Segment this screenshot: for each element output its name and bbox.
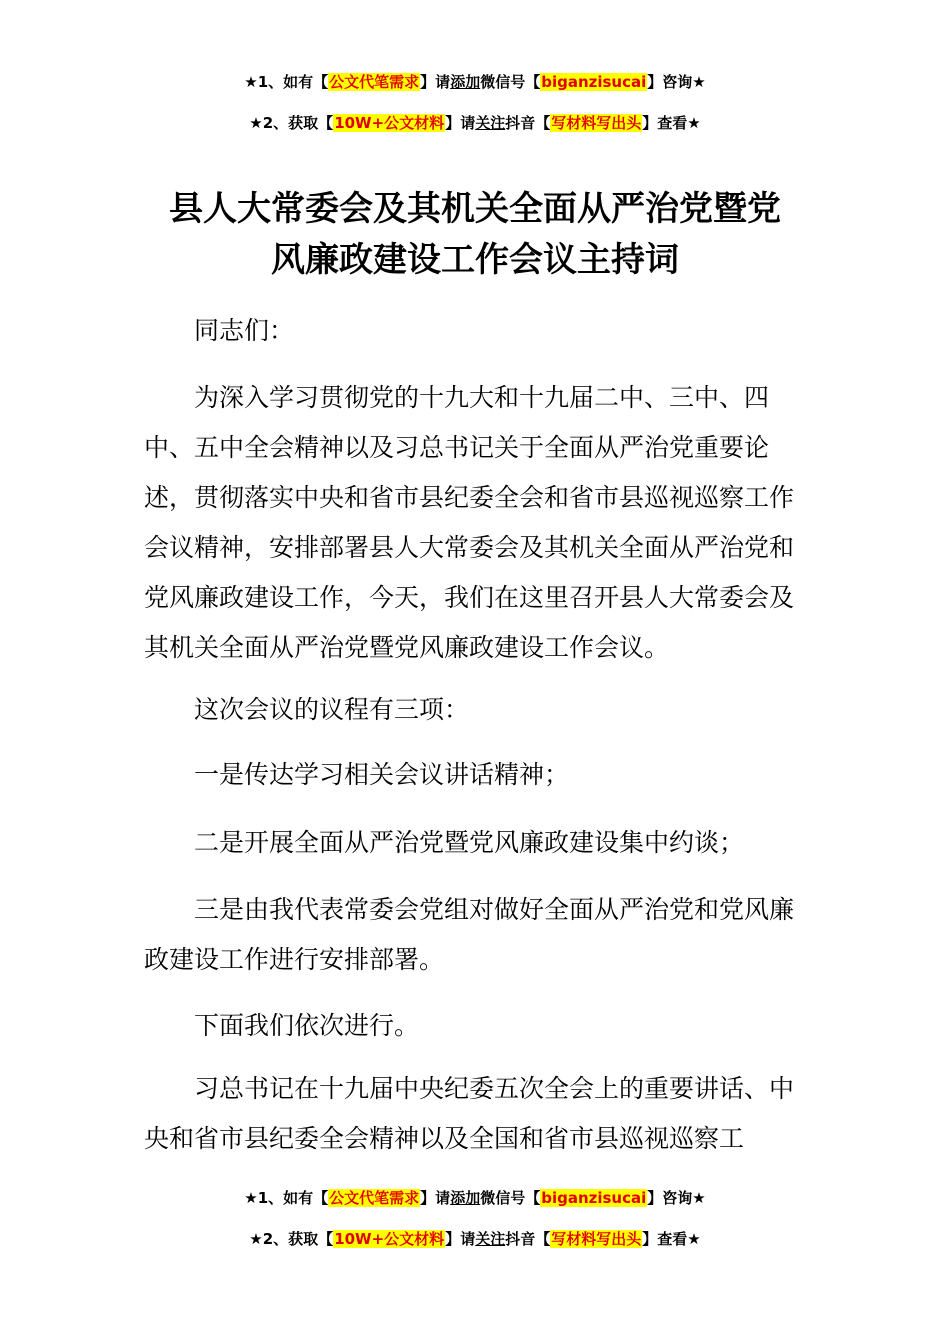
promo-underline: 添加 (450, 73, 481, 91)
body-paragraph: 二是开展全面从严治党暨党风廉政建设集中约谈； (194, 828, 745, 857)
promo-text: 微信号【 (480, 73, 541, 91)
promo-text: ★1、如有【 (244, 1189, 329, 1207)
footer-promo-line-2 (0, 1229, 950, 1249)
body-paragraph: 为深入学习贯彻党的十九大和十九届二中、三中、四中、五中全会精神以及习总书记关于全面从严治党重要论述，贯彻落实中央和省市县纪委全会和省市县巡视巡察工作会议精神，安排部署县人大常委会及其机关全面从严治党和党风廉政建设工作，今天，我们在这里召开县人大常委会及其机关全面从严治党暨党风廉政建设工作会议。 (144, 383, 795, 662)
promo-text: 】咨询★ (647, 73, 706, 91)
promo-text: ★2、获取【 (249, 1230, 334, 1248)
promo-highlight: 公文代笔需求 (329, 73, 420, 91)
promo-highlight: 10W+公文材料 (334, 1230, 445, 1248)
promo-text: 】请 (445, 114, 476, 132)
promo-text: 】请 (420, 1189, 451, 1207)
body-paragraph: 一是传达学习相关会议讲话精神； (194, 760, 570, 789)
promo-underline: 添加 (450, 1189, 481, 1207)
promo-underline: 关注 (475, 114, 506, 132)
promo-highlight: 公文代笔需求 (329, 1189, 420, 1207)
promo-highlight: biganzisucai (541, 73, 647, 91)
promo-highlight: biganzisucai (541, 1189, 647, 1207)
body-paragraph: 习总书记在十九届中央纪委五次全会上的重要讲话、中央和省市县纪委全会精神以及全国和省市县巡视巡察工 (144, 1074, 795, 1153)
document-title-line-2: 风廉政建设工作会议主持词 (271, 240, 679, 280)
promo-text: 】查看★ (642, 114, 701, 132)
promo-text: ★1、如有【 (244, 73, 329, 91)
body-paragraph: 三是由我代表常委会党组对做好全面从严治党和党风廉政建设工作进行安排部署。 (144, 895, 795, 974)
document-title-line-1: 县人大常委会及其机关全面从严治党暨党 (169, 189, 781, 229)
promo-underline: 关注 (475, 1230, 506, 1248)
promo-highlight: 写材料写出头 (551, 1230, 642, 1248)
body-paragraph: 下面我们依次进行。 (194, 1011, 420, 1040)
promo-text: 抖音【 (505, 1230, 551, 1248)
header-promo-line-2 (0, 113, 950, 133)
footer-promo-line-1 (0, 1188, 950, 1208)
promo-text: 微信号【 (480, 1189, 541, 1207)
promo-text: 】咨询★ (647, 1189, 706, 1207)
header-promo-line-1 (0, 72, 950, 92)
promo-text: 】请 (445, 1230, 476, 1248)
body-paragraph: 这次会议的议程有三项： (194, 695, 470, 724)
promo-highlight: 写材料写出头 (551, 114, 642, 132)
body-paragraph: 同志们： (194, 316, 295, 345)
promo-text: ★2、获取【 (249, 114, 334, 132)
promo-text: 】查看★ (642, 1230, 701, 1248)
promo-text: 】请 (420, 73, 451, 91)
promo-text: 抖音【 (505, 114, 551, 132)
promo-highlight: 10W+公文材料 (334, 114, 445, 132)
